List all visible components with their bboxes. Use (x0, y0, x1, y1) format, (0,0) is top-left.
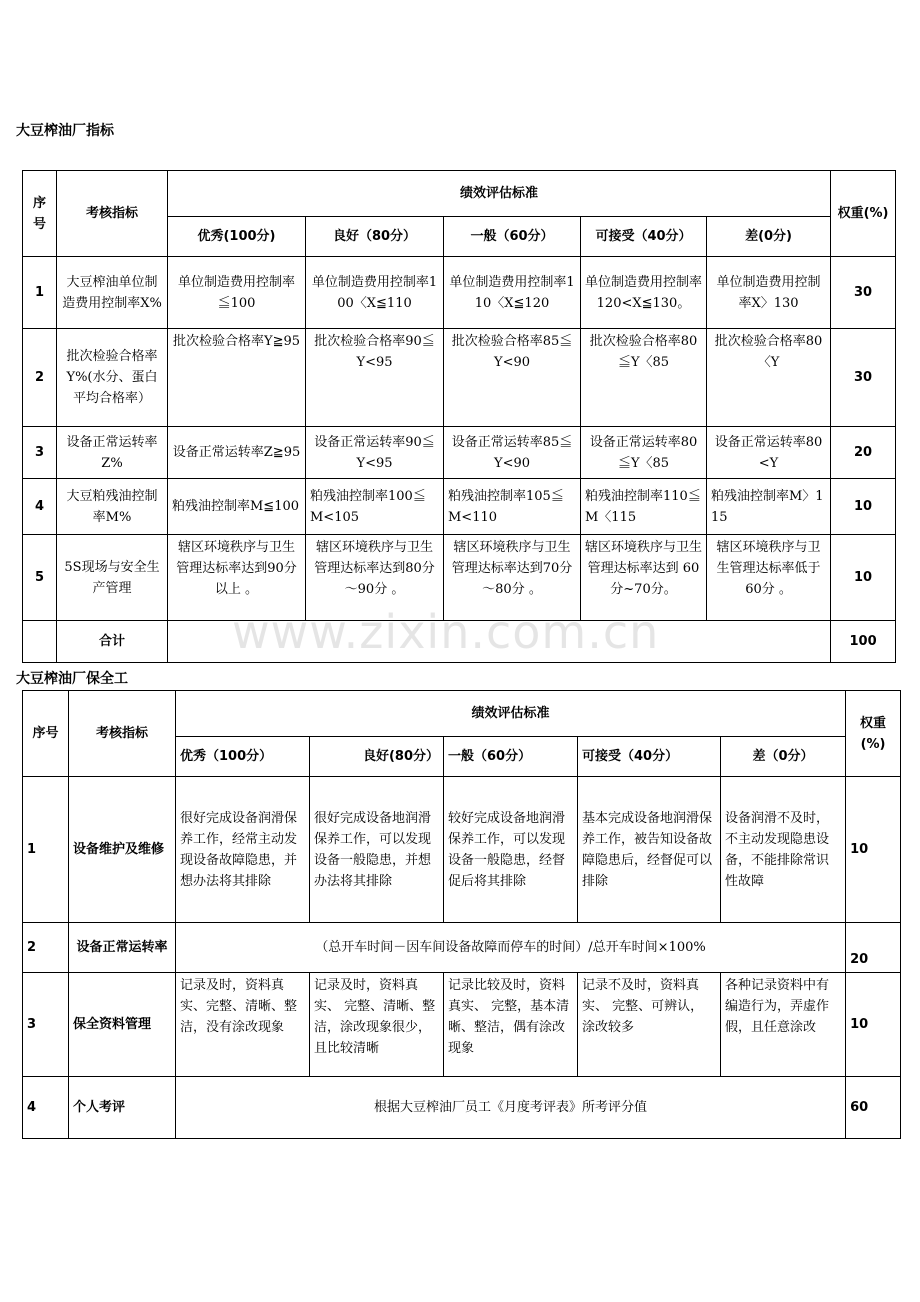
row-cell: 很好完成设备地润滑保养工作，可以发现设备一般隐患，并想办法将其排除 (310, 777, 444, 923)
row-weight: 10 (846, 777, 901, 923)
row-indicator: 设备正常运转率Z% (57, 427, 168, 479)
row-weight: 10 (831, 535, 896, 621)
row-no: 1 (23, 777, 69, 923)
row-cell: 粕残油控制率105≦M<110 (444, 479, 581, 535)
header-standard: 绩效评估标准 (168, 171, 831, 217)
row-no: 5 (23, 535, 57, 621)
table-row (23, 777, 901, 923)
row-cell: 单位制造费用控制率120<X≦130。 (581, 257, 707, 329)
row-cell: 设备正常运转率90≦Y<95 (306, 427, 444, 479)
row-cell: 批次检验合格率90≦Y<95 (306, 329, 444, 427)
header-indicator: 考核指标 (57, 171, 168, 257)
row-merged-cell: 根据大豆榨油厂员工《月度考评表》所考评分值 (176, 1077, 846, 1139)
row-cell: 基本完成设备地润滑保养工作，被告知设备故障隐患后，经督促可以排除 (578, 777, 721, 923)
row-cell: 批次检验合格率85≦Y<90 (444, 329, 581, 427)
row-weight: 10 (831, 479, 896, 535)
header-standard: 绩效评估标准 (176, 691, 846, 737)
total-empty-span (168, 621, 831, 663)
row-cell: 单位制造费用控制率100〈X≦110 (306, 257, 444, 329)
row-no: 2 (23, 329, 57, 427)
row-cell: 辖区环境秩序与卫生管理达标率达到70分～80分 。 (444, 535, 581, 621)
header-level: 优秀（100分） (176, 737, 310, 777)
section2-table (22, 690, 901, 1139)
row-cell: 设备润滑不及时，不主动发现隐患设备，不能排除常识性故障 (721, 777, 846, 923)
row-cell: 设备正常运转率80≦Y〈85 (581, 427, 707, 479)
header-indicator: 考核指标 (69, 691, 176, 777)
table-row (23, 1077, 901, 1139)
total-label: 合计 (57, 621, 168, 663)
row-cell: 单位制造费用控制率X〉130 (707, 257, 831, 329)
header-level: 优秀(100分) (168, 217, 306, 257)
row-no: 4 (23, 1077, 69, 1139)
row-weight: 20 (846, 923, 901, 973)
header-no: 序号 (23, 171, 57, 257)
row-weight: 30 (831, 257, 896, 329)
row-cell: 记录及时，资料真实、 完整、清晰、整洁，涂改现象很少，且比较清晰 (310, 973, 444, 1077)
row-indicator: 设备维护及维修 (69, 777, 176, 923)
row-cell: 粕残油控制率M〉115 (707, 479, 831, 535)
row-cell: 辖区环境秩序与卫生管理达标率达到80分～90分 。 (306, 535, 444, 621)
row-cell: 批次检验合格率80≦Y〈85 (581, 329, 707, 427)
header-weight: 权重(%) (846, 691, 901, 777)
row-cell: 批次检验合格率80〈Y (707, 329, 831, 427)
row-weight: 30 (831, 329, 896, 427)
header-level: 可接受（40分） (578, 737, 721, 777)
row-cell: 批次检验合格率Y≧95 (168, 329, 306, 427)
header-level: 一般（60分） (444, 737, 578, 777)
row-cell: 设备正常运转率Z≧95 (168, 427, 306, 479)
row-cell: 记录不及时，资料真实、 完整、可辨认，涂改较多 (578, 973, 721, 1077)
row-no: 3 (23, 427, 57, 479)
row-cell: 辖区环境秩序与卫生管理达标率达到90分以上 。 (168, 535, 306, 621)
row-cell: 记录及时，资料真实、完整、清晰、整洁，没有涂改现象 (176, 973, 310, 1077)
total-weight: 100 (831, 621, 896, 663)
row-cell: 较好完成设备地润滑保养工作，可以发现设备一般隐患，经督促后将其排除 (444, 777, 578, 923)
row-cell: 粕残油控制率M≦100 (168, 479, 306, 535)
row-cell: 很好完成设备润滑保养工作，经常主动发现设备故障隐患，并想办法将其排除 (176, 777, 310, 923)
row-indicator: 设备正常运转率 (69, 923, 176, 973)
row-cell: 辖区环境秩序与卫生管理达标率低于 60分 。 (707, 535, 831, 621)
table-row (23, 923, 901, 973)
total-row (23, 621, 896, 663)
header-level: 可接受（40分） (581, 217, 707, 257)
table-row (23, 329, 896, 427)
row-indicator: 保全资料管理 (69, 973, 176, 1077)
row-cell: 记录比较及时，资料真实、 完整，基本清晰、整洁，偶有涂改现象 (444, 973, 578, 1077)
header-level: 差(0分) (707, 217, 831, 257)
table-row (23, 535, 896, 621)
header-level: 差（0分） (721, 737, 846, 777)
row-weight: 60 (846, 1077, 901, 1139)
table-row (23, 427, 896, 479)
row-no: 2 (23, 923, 69, 973)
row-indicator: 批次检验合格率Y%(水分、蛋白平均合格率） (57, 329, 168, 427)
header-level: 良好（80分） (306, 217, 444, 257)
row-cell: 各种记录资料中有编造行为，弄虚作假，且任意涂改 (721, 973, 846, 1077)
total-empty (23, 621, 57, 663)
row-cell: 单位制造费用控制率110〈X≦120 (444, 257, 581, 329)
header-level: 一般（60分） (444, 217, 581, 257)
row-no: 4 (23, 479, 57, 535)
row-merged-cell: （总开车时间－因车间设备故障而停车的时间）/总开车时间×100% (176, 923, 846, 973)
row-no: 3 (23, 973, 69, 1077)
row-indicator: 个人考评 (69, 1077, 176, 1139)
row-weight: 10 (846, 973, 901, 1077)
header-level: 良好(80分） (310, 737, 444, 777)
table-row (23, 257, 896, 329)
row-weight: 20 (831, 427, 896, 479)
row-cell: 粕残油控制率100≦M<105 (306, 479, 444, 535)
row-cell: 设备正常运转率80<Y (707, 427, 831, 479)
row-indicator: 5S现场与安全生产管理 (57, 535, 168, 621)
row-cell: 粕残油控制率110≦M〈115 (581, 479, 707, 535)
row-cell: 设备正常运转率85≦Y<90 (444, 427, 581, 479)
row-indicator: 大豆榨油单位制造费用控制率X% (57, 257, 168, 329)
table-row (23, 479, 896, 535)
watermark: www.zixin.com.cn (232, 605, 660, 659)
row-cell: 辖区环境秩序与卫生管理达标率达到 60分~70分。 (581, 535, 707, 621)
section2-title: 大豆榨油厂保全工 (16, 671, 128, 687)
section1-title: 大豆榨油厂指标 (16, 123, 114, 139)
header-no: 序号 (23, 691, 69, 777)
row-indicator: 大豆粕残油控制率M% (57, 479, 168, 535)
table-row (23, 973, 901, 1077)
section1-table (22, 170, 896, 663)
row-cell: 单位制造费用控制率≦100 (168, 257, 306, 329)
header-weight: 权重(%) (831, 171, 896, 257)
row-no: 1 (23, 257, 57, 329)
